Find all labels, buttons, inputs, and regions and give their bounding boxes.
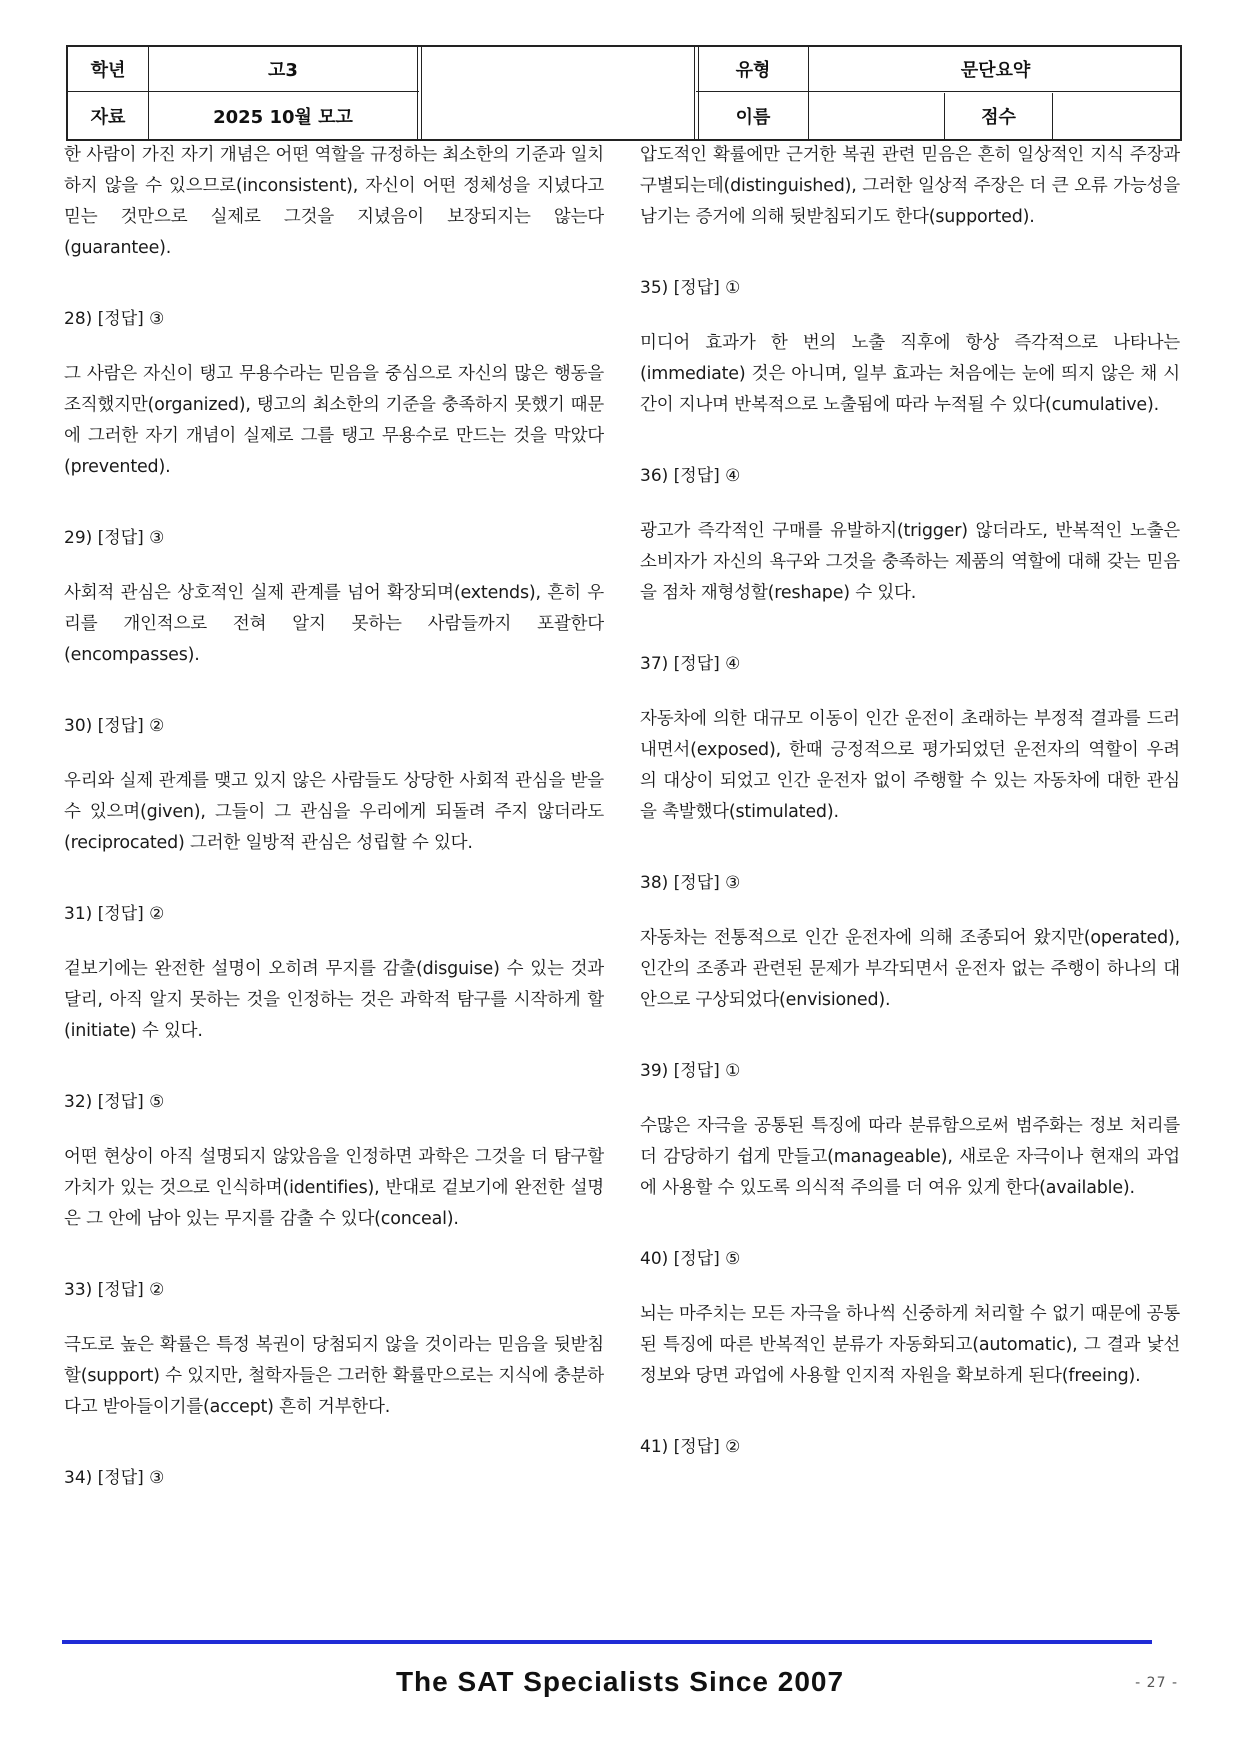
summary-paragraph: 수많은 자극을 공통된 특징에 따라 분류함으로써 범주화는 정보 처리를 더 감당하기 쉽게 만들고(manageable), 새로운 자극이나 현재의 과업에 사용할 수 있도록 의식적 주의를 더 여유 있게 한다(available). [640,1116,1180,1198]
answer-label: 29) [정답] ③ [64,528,165,548]
summary-paragraph: 어떤 현상이 아직 설명되지 않았음을 인정하면 과학은 그것을 더 탐구할 가치가 있는 것으로 인식하며(identifies), 반대로 겉보기에 완전한 설명은 그 안에 남아 있는 무지를 감출 수 있다(conceal). [64,1147,604,1229]
name-field[interactable] [809,92,944,139]
answer-label: 39) [정답] ① [640,1061,741,1081]
summary-paragraph: 그 사람은 자신이 탱고 무용수라는 믿음을 중심으로 자신의 많은 행동을 조직했지만(organized), 탱고의 최소한의 기준을 충족하지 못했기 때문에 그러한 자기 개념이 실제로 그를 탱고 무용수로 만드는 것을 막았다(prevented). [64,364,604,477]
answer-label: 30) [정답] ② [64,716,165,736]
answer-label: 38) [정답] ③ [640,873,741,893]
summary-paragraph: 미디어 효과가 한 번의 노출 직후에 항상 즉각적으로 나타나는(immediate) 것은 아니며, 일부 효과는 처음에는 눈에 띄지 않은 채 시간이 지나며 반복적으로 노출됨에 따라 누적될 수 있다(cumulative). [640,333,1180,415]
divider [417,47,422,139]
summary-paragraph: 자동차에 의한 대규모 이동이 인간 운전이 초래하는 부정적 결과를 드러내면서(exposed), 한때 긍정적으로 평가되었던 운전자의 역할이 우려의 대상이 되었고 인간 운전자 없이 주행할 수 있는 자동차에 대한 관심을 촉발했다(stimulated). [640,709,1180,822]
source-label: 자료 [90,106,126,128]
answer-label: 32) [정답] ⑤ [64,1092,165,1112]
footer-slogan: The SAT Specialists Since 2007 [395,1666,845,1697]
answer-label: 31) [정답] ② [64,904,165,924]
answer-label: 37) [정답] ④ [640,654,741,674]
answer-label: 34) [정답] ③ [64,1468,165,1488]
answer-label: 36) [정답] ④ [640,466,741,486]
answer-label: 41) [정답] ② [640,1437,741,1457]
answer-label: 28) [정답] ③ [64,309,165,329]
summary-paragraph: 사회적 관심은 상호적인 실제 관계를 넘어 확장되며(extends), 흔히 우리를 개인적으로 전혀 알지 못하는 사람들까지 포괄한다(encompasses). [64,583,604,665]
summary-paragraph: 극도로 높은 확률은 특정 복권이 당첨되지 않을 것이라는 믿음을 뒷받침할(support) 수 있지만, 철학자들은 그러한 확률만으로는 지식에 충분하다고 받아들이기를(accept) 흔히 거부한다. [64,1335,604,1417]
grade-label: 학년 [90,60,126,81]
answer-label: 35) [정답] ① [640,278,741,298]
summary-paragraph: 한 사람이 가진 자기 개념은 어떤 역할을 규정하는 최소한의 기준과 일치하지 않을 수 있으므로(inconsistent), 자신이 어떤 정체성을 지녔다고 믿는 것만으로 실제로 그것을 지녔음이 보장되지는 않는다(guarantee). [64,145,604,258]
left-column [64,140,604,1494]
summary-paragraph: 자동차는 전통적으로 인간 운전자에 의해 조종되어 왔지만(operated), 인간의 조종과 관련된 문제가 부각되면서 운전자 없는 주행이 하나의 대안으로 구상되었다(envisioned). [640,928,1180,1010]
source-value: 2025 10월 모고 [213,106,353,128]
footer-rule [62,1640,1152,1644]
score-label: 점수 [981,106,1016,128]
answer-label: 40) [정답] ⑤ [640,1249,741,1269]
answer-label: 33) [정답] ② [64,1280,165,1300]
page-number: - 27 - [1135,1675,1178,1691]
type-label: 유형 [735,60,771,81]
summary-paragraph: 겉보기에는 완전한 설명이 오히려 무지를 감출(disguise) 수 있는 것과 달리, 아직 알지 못하는 것을 인정하는 것은 과학적 탐구를 시작하게 할(initiate) 수 있다. [64,959,604,1041]
type-value: 문단요약 [960,60,1031,81]
grade-value: 고3 [268,60,298,81]
summary-paragraph: 광고가 즉각적인 구매를 유발하지(trigger) 않더라도, 반복적인 노출은 소비자가 자신의 욕구와 그것을 충족하는 제품의 역할에 대해 갖는 믿음을 점차 재형성할(reshape) 수 있다. [640,521,1180,603]
summary-paragraph: 우리와 실제 관계를 맺고 있지 않은 사람들도 상당한 사회적 관심을 받을 수 있으며(given), 그들이 그 관심을 우리에게 되돌려 주지 않더라도(reciprocated) 그러한 일방적 관심은 성립할 수 있다. [64,771,604,853]
header-table [66,45,1182,141]
summary-paragraph: 뇌는 마주치는 모든 자극을 하나씩 신중하게 처리할 수 없기 때문에 공통된 특징에 따른 반복적인 분류가 자동화되고(automatic), 그 결과 낯선 정보와 당면 과업에 사용할 인지적 자원을 확보하게 된다(freeing). [640,1304,1180,1386]
score-field[interactable] [1053,92,1182,139]
right-column [640,140,1180,1463]
summary-paragraph: 압도적인 확률에만 근거한 복권 관련 믿음은 흔히 일상적인 지식 주장과 구별되는데(distinguished), 그러한 일상적 주장은 더 큰 오류 가능성을 남기는 증거에 의해 뒷받침되기도 한다(supported). [640,145,1180,227]
name-label: 이름 [735,106,771,128]
